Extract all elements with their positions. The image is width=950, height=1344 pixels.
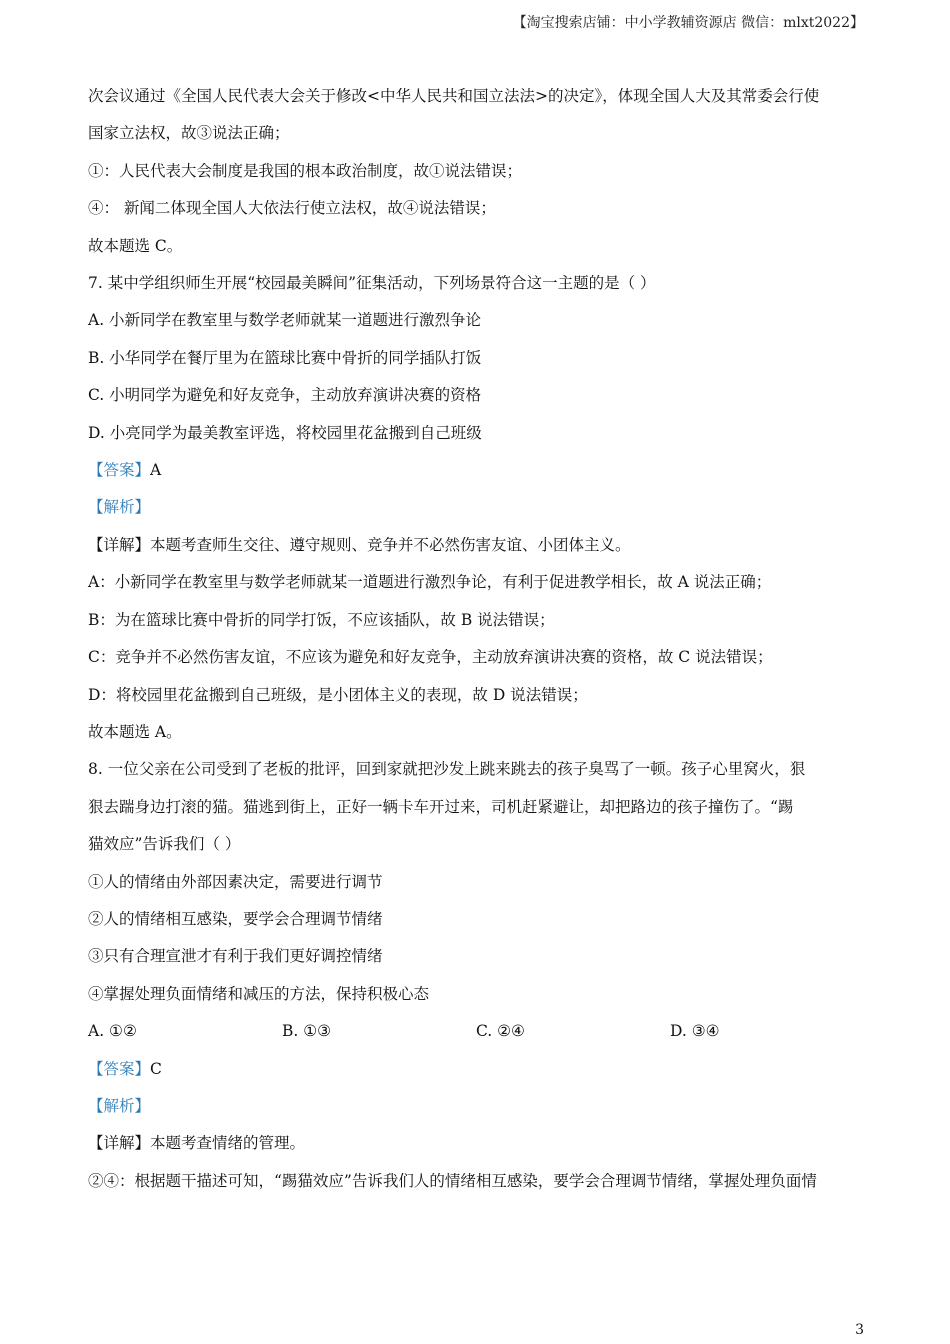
q7-conclusion: 故本题选 A。 (88, 722, 182, 741)
question-8-stem: 8. 一位父亲在公司受到了老板的批评，回到家就把沙发上跳来跳去的孩子臭骂了一顿。孩子心里窝火，狠 (88, 760, 806, 779)
q8-statement: ④掌握处理负面情绪和减压的方法，保持积极心态 (88, 984, 430, 1003)
q7-detail (88, 527, 868, 564)
q7-option-b: B. 小华同学在餐厅里为在篮球比赛中骨折的同学插队打饭 (88, 348, 482, 367)
text-line: ④： 新闻二体现全国人大依法行使立法权，故④说法错误； (88, 199, 496, 218)
q7-option-c: C. 小明同学为避免和好友竞争，主动放弃演讲决赛的资格 (88, 386, 482, 405)
question-8-stem: 狠去踹身边打滚的猫。猫逃到街上，正好一辆卡车开过来，司机赶紧避让，却把路边的孩子撞伤了。“踢 (88, 797, 794, 816)
detail-tag: 【详解】 (88, 1134, 151, 1153)
answer-value: A (150, 461, 162, 480)
question-7-stem: 7. 某中学组织师生开展“校园最美瞬间”征集活动，下列场景符合这一主题的是（ ） (88, 274, 656, 293)
q7-answer (88, 452, 868, 489)
question-8-stem: 猫效应”告诉我们（ ） (88, 835, 241, 854)
q8-statement: ①人的情绪由外部因素决定，需要进行调节 (88, 872, 383, 891)
q7-explain-d: D：将校园里花盆搬到自己班级，是小团体主义的表现，故 D 说法错误； (88, 685, 588, 704)
analysis-tag: 【解析】 (88, 1096, 151, 1115)
q8-option-a: A. ①② (88, 1022, 137, 1041)
detail-text: 本题考查情绪的管理。 (150, 1134, 306, 1153)
document-body (88, 78, 868, 1200)
q7-explain-a: A：小新同学在教室里与数学老师就某一道题进行激烈争论，有利于促进教学相长，故 A 说法正确； (88, 573, 772, 592)
q8-statement: ②人的情绪相互感染，要学会合理调节情绪 (88, 909, 383, 928)
q8-explain: ②④：根据题干描述可知，“踢猫效应”告诉我们人的情绪相互感染，要学会合理调节情绪，掌握处理负面情 (88, 1171, 817, 1190)
text-line: 故本题选 C。 (88, 236, 183, 255)
page-header: 【淘宝搜索店铺：中小学教辅资源店 微信：mlxt2022】 (512, 15, 864, 31)
page-number: 3 (855, 1322, 864, 1338)
q7-explain-b: B：为在篮球比赛中骨折的同学打饭，不应该插队，故 B 说法错误； (88, 610, 555, 629)
q8-analysis (88, 1088, 868, 1125)
detail-text: 本题考查师生交往、遵守规则、竞争并不必然伤害友谊、小团体主义。 (150, 535, 631, 554)
q7-option-d: D. 小亮同学为最美教室评选，将校园里花盆搬到自己班级 (88, 423, 482, 442)
text-line: 次会议通过《全国人民代表大会关于修改<中华人民共和国立法法>的决定》，体现全国人大及其常委会行使 (88, 87, 820, 105)
q8-option-c: C. ②④ (476, 1022, 525, 1041)
q7-explain-c: C：竞争并不必然伤害友谊，不应该为避免和好友竞争，主动放弃演讲决赛的资格，故 C 说法错误； (88, 648, 773, 667)
analysis-tag: 【解析】 (88, 498, 151, 517)
answer-value: C (150, 1059, 162, 1078)
q8-option-b: B. ①③ (282, 1022, 332, 1041)
q8-statement: ③只有合理宣泄才有利于我们更好调控情绪 (88, 947, 383, 966)
q7-analysis (88, 489, 868, 526)
q8-option-d: D. ③④ (670, 1022, 720, 1041)
q8-detail (88, 1125, 868, 1162)
q7-option-a: A. 小新同学在教室里与数学老师就某一道题进行激烈争论 (88, 311, 482, 330)
answer-tag: 【答案】 (88, 461, 151, 480)
q8-answer (88, 1051, 868, 1088)
text-line: ①：人民代表大会制度是我国的根本政治制度，故①说法错误； (88, 161, 523, 180)
answer-tag: 【答案】 (88, 1059, 151, 1078)
q8-options (88, 1013, 868, 1050)
detail-tag: 【详解】 (88, 535, 151, 554)
text-line: 国家立法权，故③说法正确； (88, 124, 290, 143)
